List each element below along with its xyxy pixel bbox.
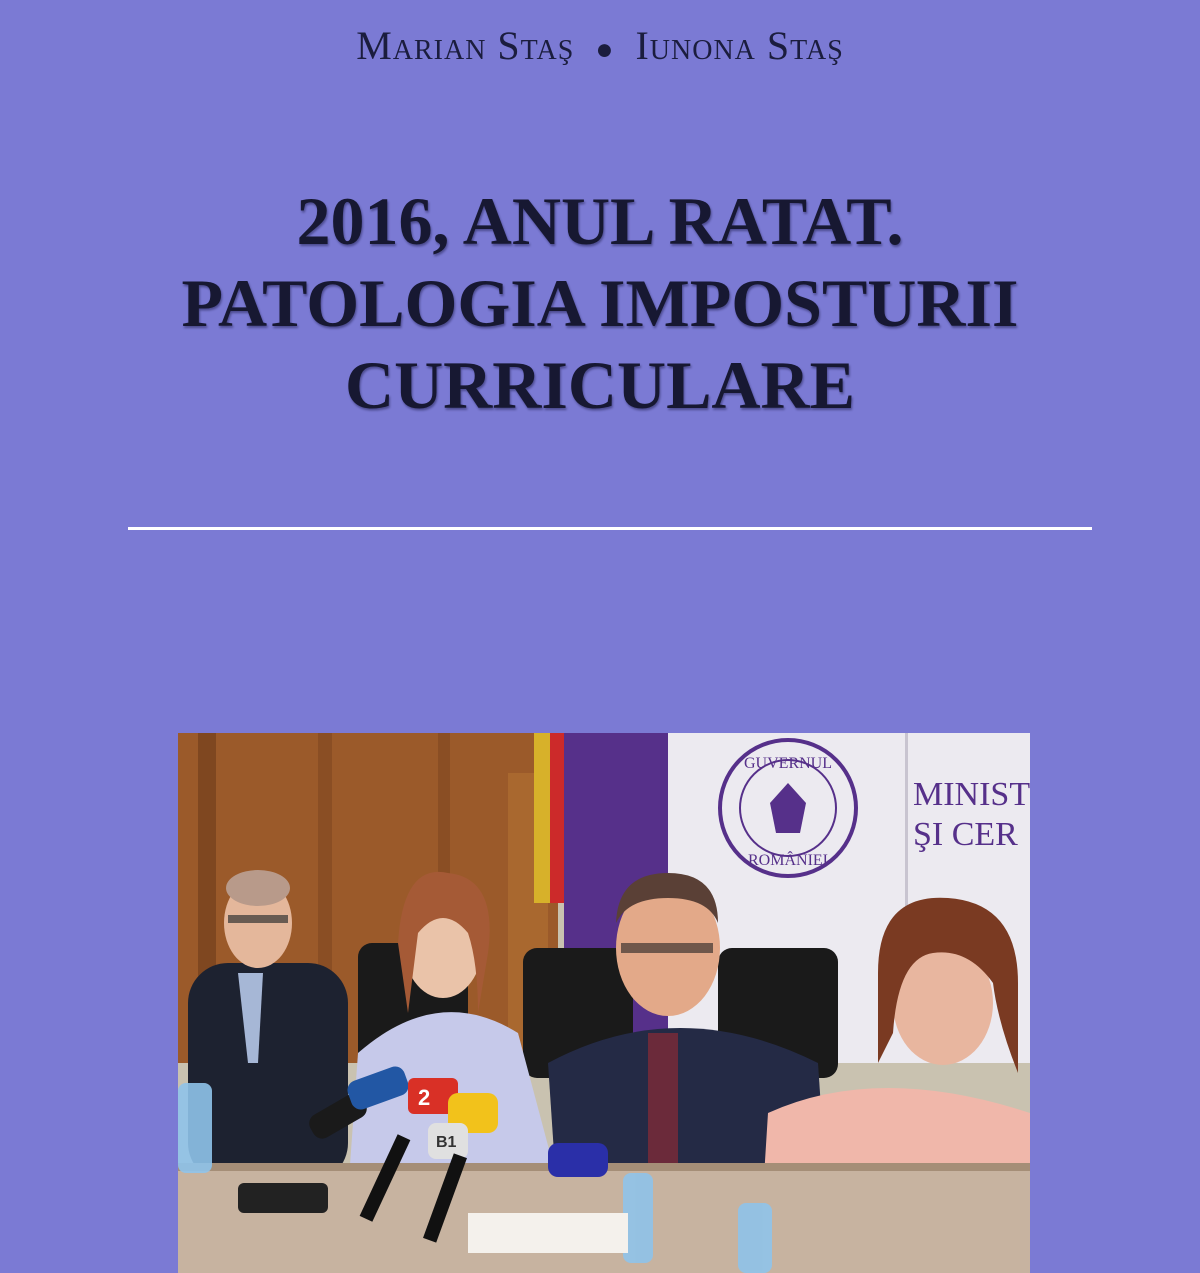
ministry-text-1: MINIST bbox=[913, 776, 1030, 813]
title-line-3: CURRICULARE bbox=[344, 347, 856, 423]
flag bbox=[534, 733, 550, 903]
separator-dot: ● bbox=[595, 32, 615, 66]
divider-line bbox=[128, 527, 1092, 530]
svg-text:2: 2 bbox=[418, 1085, 431, 1110]
title-line-1: 2016, ANUL RATAT. bbox=[296, 183, 904, 259]
author-1: Marian Staş bbox=[356, 23, 575, 68]
authors-line bbox=[0, 22, 1200, 69]
book-title bbox=[0, 180, 1200, 426]
svg-text:ROMÂNIEI: ROMÂNIEI bbox=[748, 852, 828, 869]
cover-photo bbox=[178, 733, 1030, 1273]
title-line-2: PATOLOGIA IMPOSTURII bbox=[181, 265, 1019, 341]
ministry-text-2: ŞI CER bbox=[913, 816, 1018, 853]
svg-text:GUVERNUL: GUVERNUL bbox=[744, 755, 832, 772]
author-2: Iunona Staş bbox=[635, 23, 844, 68]
government-emblem bbox=[720, 740, 856, 876]
svg-text:B1: B1 bbox=[436, 1134, 457, 1151]
